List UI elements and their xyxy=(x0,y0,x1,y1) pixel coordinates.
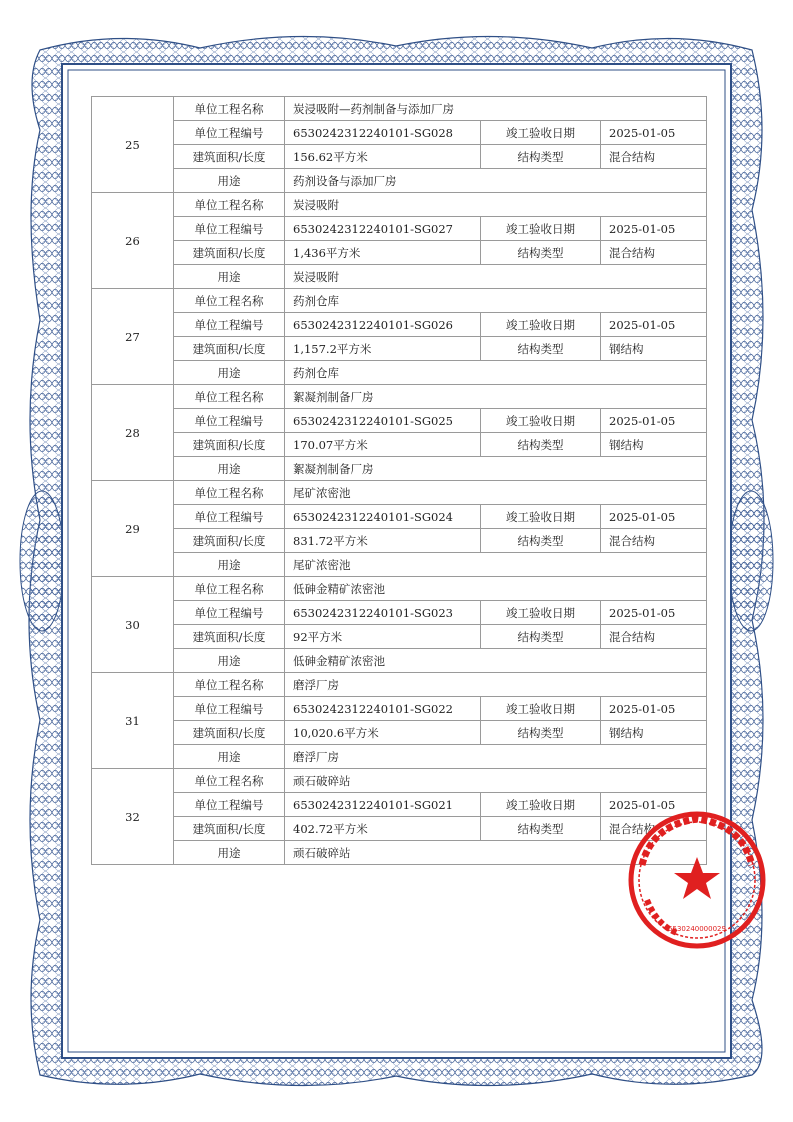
label-name: 单位工程名称 xyxy=(174,769,285,793)
project-row xyxy=(92,121,707,145)
project-code: 6530242312240101-SG022 xyxy=(285,697,481,721)
project-row xyxy=(92,97,707,121)
label-structure: 结构类型 xyxy=(481,529,601,553)
project-date: 2025-01-05 xyxy=(601,217,707,241)
official-seal xyxy=(617,805,777,955)
label-code: 单位工程编号 xyxy=(174,217,285,241)
project-date: 2025-01-05 xyxy=(601,601,707,625)
label-area: 建筑面积/长度 xyxy=(174,241,285,265)
project-name: 药剂仓库 xyxy=(285,289,707,313)
label-date: 竣工验收日期 xyxy=(481,697,601,721)
project-structure: 混合结构 xyxy=(601,145,707,169)
project-row xyxy=(92,529,707,553)
label-date: 竣工验收日期 xyxy=(481,793,601,817)
project-structure: 钢结构 xyxy=(601,337,707,361)
label-use: 用途 xyxy=(174,169,285,193)
label-code: 单位工程编号 xyxy=(174,505,285,529)
project-area: 1,436平方米 xyxy=(285,241,481,265)
project-row xyxy=(92,745,707,769)
project-index: 32 xyxy=(92,769,174,865)
project-row xyxy=(92,145,707,169)
project-code: 6530242312240101-SG026 xyxy=(285,313,481,337)
project-row xyxy=(92,481,707,505)
project-row xyxy=(92,601,707,625)
project-index: 31 xyxy=(92,673,174,769)
project-use: 尾矿浓密池 xyxy=(285,553,707,577)
project-code: 6530242312240101-SG027 xyxy=(285,217,481,241)
label-name: 单位工程名称 xyxy=(174,673,285,697)
project-row xyxy=(92,385,707,409)
project-row xyxy=(92,193,707,217)
project-structure: 钢结构 xyxy=(601,433,707,457)
project-index: 29 xyxy=(92,481,174,577)
project-date: 2025-01-05 xyxy=(601,313,707,337)
label-area: 建筑面积/长度 xyxy=(174,529,285,553)
label-use: 用途 xyxy=(174,745,285,769)
project-structure: 混合结构 xyxy=(601,625,707,649)
project-row xyxy=(92,721,707,745)
project-use: 磨浮厂房 xyxy=(285,745,707,769)
project-use: 药剂仓库 xyxy=(285,361,707,385)
project-name: 磨浮厂房 xyxy=(285,673,707,697)
label-code: 单位工程编号 xyxy=(174,409,285,433)
label-name: 单位工程名称 xyxy=(174,577,285,601)
label-name: 单位工程名称 xyxy=(174,193,285,217)
label-code: 单位工程编号 xyxy=(174,313,285,337)
project-row xyxy=(92,649,707,673)
project-row xyxy=(92,289,707,313)
project-area: 831.72平方米 xyxy=(285,529,481,553)
project-name: 炭浸吸附 xyxy=(285,193,707,217)
project-area: 170.07平方米 xyxy=(285,433,481,457)
label-use: 用途 xyxy=(174,457,285,481)
project-row xyxy=(92,433,707,457)
project-area: 10,020.6平方米 xyxy=(285,721,481,745)
project-index: 30 xyxy=(92,577,174,673)
project-index: 27 xyxy=(92,289,174,385)
label-use: 用途 xyxy=(174,265,285,289)
label-code: 单位工程编号 xyxy=(174,601,285,625)
project-date: 2025-01-05 xyxy=(601,505,707,529)
project-row xyxy=(92,625,707,649)
label-structure: 结构类型 xyxy=(481,625,601,649)
label-area: 建筑面积/长度 xyxy=(174,433,285,457)
project-name: 絮凝剂制备厂房 xyxy=(285,385,707,409)
label-code: 单位工程编号 xyxy=(174,697,285,721)
project-row xyxy=(92,697,707,721)
label-date: 竣工验收日期 xyxy=(481,217,601,241)
project-row xyxy=(92,313,707,337)
project-code: 6530242312240101-SG023 xyxy=(285,601,481,625)
label-area: 建筑面积/长度 xyxy=(174,337,285,361)
project-row xyxy=(92,553,707,577)
label-code: 单位工程编号 xyxy=(174,793,285,817)
label-area: 建筑面积/长度 xyxy=(174,721,285,745)
label-date: 竣工验收日期 xyxy=(481,505,601,529)
project-row xyxy=(92,217,707,241)
project-date: 2025-01-05 xyxy=(601,409,707,433)
label-structure: 结构类型 xyxy=(481,721,601,745)
project-code: 6530242312240101-SG021 xyxy=(285,793,481,817)
project-name: 炭浸吸附—药剂制备与添加厂房 xyxy=(285,97,707,121)
project-code: 6530242312240101-SG025 xyxy=(285,409,481,433)
project-table xyxy=(91,96,707,865)
label-date: 竣工验收日期 xyxy=(481,601,601,625)
label-use: 用途 xyxy=(174,649,285,673)
label-date: 竣工验收日期 xyxy=(481,409,601,433)
project-row xyxy=(92,337,707,361)
project-use: 低砷金精矿浓密池 xyxy=(285,649,707,673)
project-row xyxy=(92,769,707,793)
project-structure: 混合结构 xyxy=(601,241,707,265)
project-area: 402.72平方米 xyxy=(285,817,481,841)
seal-number: 6530240000029 xyxy=(668,925,726,933)
label-use: 用途 xyxy=(174,841,285,865)
project-use: 絮凝剂制备厂房 xyxy=(285,457,707,481)
project-code: 6530242312240101-SG028 xyxy=(285,121,481,145)
project-row xyxy=(92,505,707,529)
project-row xyxy=(92,817,707,841)
label-area: 建筑面积/长度 xyxy=(174,625,285,649)
project-row xyxy=(92,841,707,865)
label-name: 单位工程名称 xyxy=(174,385,285,409)
project-name: 顽石破碎站 xyxy=(285,769,707,793)
project-index: 26 xyxy=(92,193,174,289)
project-structure: 混合结构 xyxy=(601,817,707,841)
label-name: 单位工程名称 xyxy=(174,97,285,121)
label-name: 单位工程名称 xyxy=(174,481,285,505)
project-structure: 混合结构 xyxy=(601,529,707,553)
project-area: 1,157.2平方米 xyxy=(285,337,481,361)
label-structure: 结构类型 xyxy=(481,145,601,169)
project-use: 药剂设备与添加厂房 xyxy=(285,169,707,193)
label-area: 建筑面积/长度 xyxy=(174,145,285,169)
project-use: 炭浸吸附 xyxy=(285,265,707,289)
project-code: 6530242312240101-SG024 xyxy=(285,505,481,529)
project-index: 28 xyxy=(92,385,174,481)
label-structure: 结构类型 xyxy=(481,433,601,457)
project-area: 156.62平方米 xyxy=(285,145,481,169)
project-row xyxy=(92,241,707,265)
label-date: 竣工验收日期 xyxy=(481,121,601,145)
label-code: 单位工程编号 xyxy=(174,121,285,145)
project-name: 尾矿浓密池 xyxy=(285,481,707,505)
label-structure: 结构类型 xyxy=(481,241,601,265)
project-date: 2025-01-05 xyxy=(601,793,707,817)
label-name: 单位工程名称 xyxy=(174,289,285,313)
label-date: 竣工验收日期 xyxy=(481,313,601,337)
label-structure: 结构类型 xyxy=(481,337,601,361)
project-structure: 钢结构 xyxy=(601,721,707,745)
project-row xyxy=(92,577,707,601)
project-row xyxy=(92,265,707,289)
project-area: 92平方米 xyxy=(285,625,481,649)
project-index: 25 xyxy=(92,97,174,193)
project-row xyxy=(92,409,707,433)
label-structure: 结构类型 xyxy=(481,817,601,841)
project-date: 2025-01-05 xyxy=(601,697,707,721)
project-row xyxy=(92,793,707,817)
project-date: 2025-01-05 xyxy=(601,121,707,145)
project-row xyxy=(92,169,707,193)
project-row xyxy=(92,361,707,385)
label-area: 建筑面积/长度 xyxy=(174,817,285,841)
project-name: 低砷金精矿浓密池 xyxy=(285,577,707,601)
label-use: 用途 xyxy=(174,553,285,577)
project-row xyxy=(92,457,707,481)
project-row xyxy=(92,673,707,697)
label-use: 用途 xyxy=(174,361,285,385)
project-use: 顽石破碎站 xyxy=(285,841,707,865)
